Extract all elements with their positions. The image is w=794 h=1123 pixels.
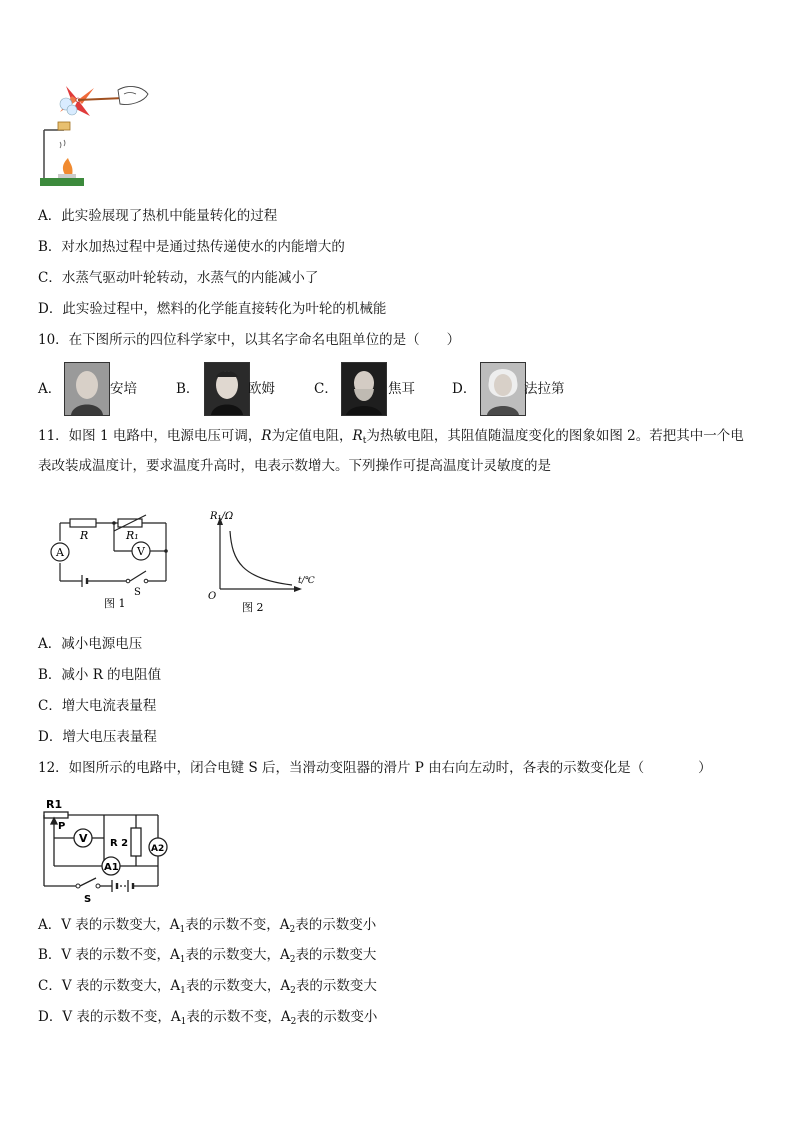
faraday-portrait — [480, 362, 526, 416]
q10-choice-d-letter: D． — [452, 381, 477, 397]
q10-choice-b-name: 欧姆 — [248, 381, 275, 397]
ampere-portrait — [64, 362, 110, 416]
q12-option-a-sub1: 1 — [179, 925, 186, 935]
q12-option-b-part: B．V 表的示数不变，A — [38, 947, 180, 963]
q11-stem-r: R — [261, 428, 272, 444]
q12-option-d-part: 表的示数变小 — [296, 1009, 378, 1025]
q12-option-c — [38, 977, 377, 997]
q11-graph-figure-2 — [202, 505, 322, 617]
q12-p-label: P — [58, 821, 66, 832]
q10-choice-a-name: 安培 — [110, 381, 137, 397]
q12-v-label: V — [79, 832, 88, 845]
joule-portrait — [341, 362, 387, 416]
q10-choice-c-letter: C． — [314, 381, 338, 397]
q12-option-b-part: 表的示数变大 — [295, 947, 377, 963]
q9-option-d: D．此实验过程中，燃料的化学能直接转化为叶轮的机械能 — [38, 301, 387, 317]
q12-option-a — [38, 916, 376, 936]
q11-stem-rt-sub: t — [362, 436, 367, 446]
q11-stem-part: 为定值电阻， — [271, 428, 353, 444]
q12-option-c-part: 表的示数变大 — [295, 978, 377, 994]
q11-circuit-figure-1 — [40, 505, 180, 615]
fig1-r-label: R — [80, 529, 89, 542]
fig1-switch-label: S — [134, 587, 141, 598]
fig1-r1-label: R₁ — [126, 529, 139, 542]
q12-option-d — [38, 1008, 377, 1028]
q12-s-label: S — [84, 894, 92, 905]
q11-stem-line2: 表改装成温度计，要求温度升高时，电表示数增大。下列操作可提高温度计灵敏度的是 — [38, 458, 551, 474]
fig2-x-axis-label: t/℃ — [298, 576, 315, 586]
q12-stem: 12．如图所示的电路中，闭合电键 S 后，当滑动变阻器的滑片 P 由右向左动时，各表的示数变化是（ ） — [38, 760, 712, 776]
fig1-caption: 图 1 — [104, 597, 126, 610]
q12-option-b-part: 表的示数变大，A — [185, 947, 290, 963]
q10-choice-a-letter: A． — [38, 381, 62, 397]
q12-option-c-sub2: 2 — [290, 986, 296, 996]
fig2-caption: 图 2 — [242, 601, 264, 614]
q12-option-c-sub1: 1 — [180, 986, 186, 996]
q12-option-d-part: D．V 表的示数不变，A — [38, 1009, 181, 1025]
ohm-portrait — [204, 362, 250, 416]
fig2-y-axis-label: R₁/Ω — [210, 511, 234, 522]
q12-option-d-sub2: 2 — [290, 1017, 297, 1027]
q12-option-a-part: 表的示数不变，A — [185, 917, 290, 933]
q12-r2-label: R 2 — [110, 838, 129, 849]
q12-r1-label: R1 — [46, 798, 63, 811]
q12-option-a-part: A．V 表的示数变大，A — [38, 917, 180, 933]
q11-option-a: A．减小电源电压 — [38, 636, 143, 652]
steam-pinwheel-figure — [38, 82, 158, 190]
q11-option-b: B．减小 R 的电阻值 — [38, 667, 162, 683]
q9-option-b: B．对水加热过程中是通过热传递使水的内能增大的 — [38, 239, 345, 255]
q12-option-a-part: 表的示数变小 — [295, 917, 377, 933]
q11-stem-line1 — [38, 427, 744, 450]
fig1-ammeter-label: A — [56, 546, 64, 559]
q12-option-d-part: 表的示数不变，A — [186, 1009, 291, 1025]
q12-option-a-sub2: 2 — [289, 925, 296, 935]
q9-option-c: C．水蒸气驱动叶轮转动，水蒸气的内能减小了 — [38, 270, 319, 286]
q12-option-c-part: 表的示数变大，A — [185, 978, 291, 994]
q11-stem-rt: R — [352, 428, 363, 444]
q9-option-a: A．此实验展现了热机中能量转化的过程 — [38, 208, 278, 224]
q10-choice-c-name: 焦耳 — [388, 381, 415, 397]
q11-stem-part: 11．如图 1 电路中，电源电压可调， — [38, 428, 262, 444]
q12-option-b — [38, 946, 376, 966]
q12-option-b-sub2: 2 — [289, 955, 296, 965]
fig1-voltmeter-label: V — [137, 545, 145, 558]
q10-choice-b-letter: B． — [176, 381, 200, 397]
fig2-origin-label: O — [208, 591, 217, 602]
q11-option-c: C．增大电流表量程 — [38, 698, 157, 714]
q11-stem-part: 为热敏电阻，其阻值随温度变化的图象如图 2。若把其中一个电 — [366, 428, 744, 444]
q10-choice-d-name: 法拉第 — [524, 381, 565, 397]
q12-option-c-part: C．V 表的示数变大，A — [38, 978, 181, 994]
q10-stem: 10．在下图所示的四位科学家中，以其名字命名电阻单位的是（ ） — [38, 332, 461, 348]
q11-option-d: D．增大电压表量程 — [38, 729, 157, 745]
q12-option-d-sub1: 1 — [180, 1017, 187, 1027]
q12-circuit-figure — [40, 796, 180, 906]
q12-option-b-sub1: 1 — [179, 955, 186, 965]
q12-a2-label: A2 — [151, 844, 165, 854]
q12-a1-label: A1 — [104, 862, 119, 873]
